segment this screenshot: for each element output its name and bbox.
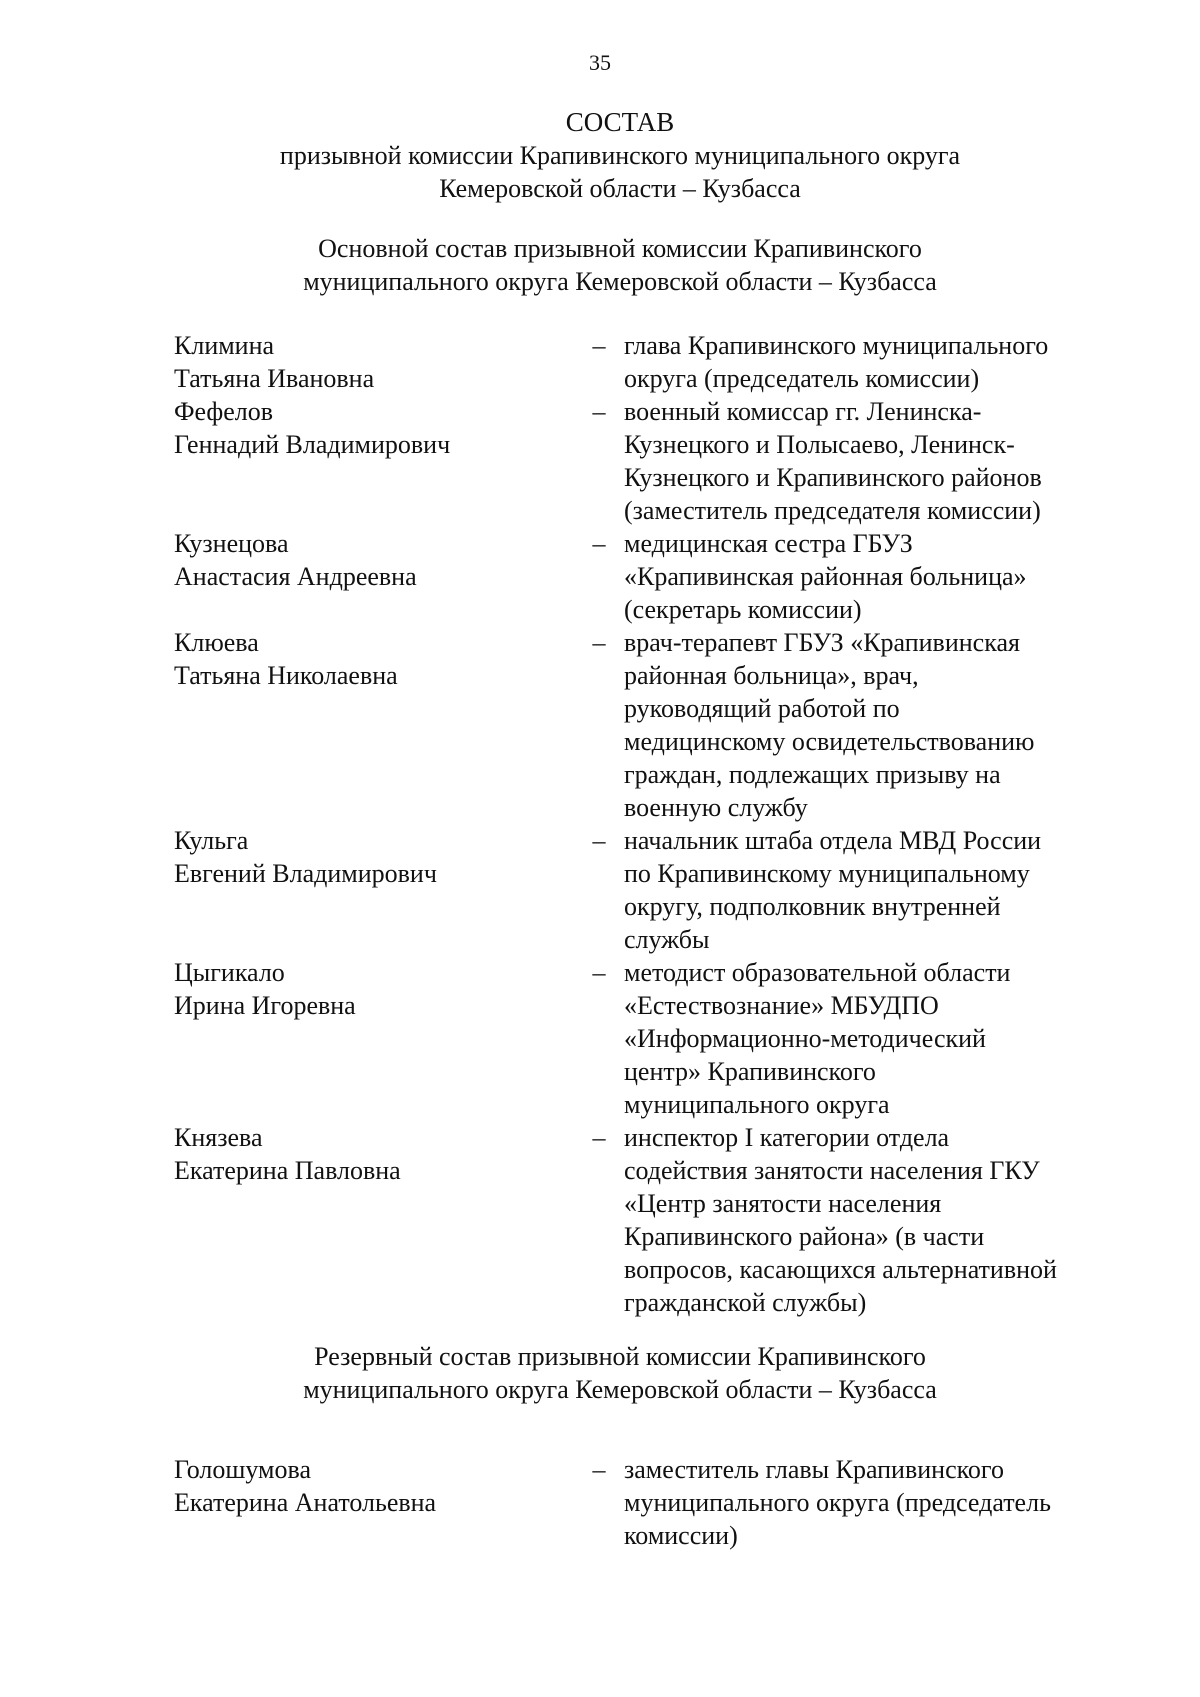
- member-surname: Цыгикало: [174, 958, 285, 987]
- member-name: [174, 395, 574, 527]
- member-given-names: Евгений Владимирович: [174, 859, 437, 888]
- page-number: 35: [589, 50, 611, 75]
- document-title: [180, 106, 1060, 205]
- dash-separator: –: [592, 529, 606, 558]
- role-line: врач-терапевт ГБУЗ «Крапивинская: [624, 628, 1020, 657]
- member-surname: Климина: [174, 331, 275, 360]
- role-line: районная больница», врач,: [624, 661, 919, 690]
- member-entry: [174, 527, 1104, 626]
- role-line: инспектор I категории отдела: [624, 1123, 950, 1152]
- role-line: службы: [624, 925, 710, 954]
- member-surname: Кузнецова: [174, 529, 289, 558]
- member-given-names: Ирина Игоревна: [174, 991, 356, 1020]
- role-line: Кузнецкого и Крапивинского районов: [624, 463, 1042, 492]
- role-line: содействия занятости населения ГКУ: [624, 1156, 1040, 1185]
- member-name: [174, 824, 574, 956]
- member-role: [624, 626, 1104, 824]
- role-line: начальник штаба отдела МВД России: [624, 826, 1042, 855]
- member-entry: [174, 824, 1104, 956]
- member-name: [174, 956, 574, 1121]
- role-line: по Крапивинскому муниципальному: [624, 859, 1030, 888]
- role-line: вопросов, касающихся альтернативной: [624, 1255, 1057, 1284]
- reserve-members-list: [174, 1453, 1104, 1552]
- role-line: (секретарь комиссии): [624, 595, 862, 624]
- member-entry: [174, 395, 1104, 527]
- member-role: [624, 824, 1104, 956]
- member-surname: Клюева: [174, 628, 259, 657]
- title-line-2: призывной комиссии Крапивинского муниципального округа: [279, 141, 961, 170]
- member-role: [624, 395, 1104, 527]
- role-line: медицинскому освидетельствованию: [624, 727, 1035, 756]
- member-entry: [174, 626, 1104, 824]
- member-given-names: Татьяна Николаевна: [174, 661, 398, 690]
- role-line: «Информационно-методический: [624, 1024, 986, 1053]
- role-line: военную службу: [624, 793, 808, 822]
- member-given-names: Татьяна Ивановна: [174, 364, 375, 393]
- member-role: [624, 956, 1104, 1121]
- main-section-heading: [180, 232, 1060, 298]
- dash-separator: –: [592, 826, 606, 855]
- main-members-list: [174, 329, 1104, 1319]
- title-line-1: СОСТАВ: [565, 107, 675, 137]
- role-line: граждан, подлежащих призыву на: [624, 760, 1001, 789]
- member-surname: Кульга: [174, 826, 249, 855]
- role-line: центр» Крапивинского: [624, 1057, 876, 1086]
- role-line: округа (председатель комиссии): [624, 364, 980, 393]
- reserve-heading-line-2: муниципального округа Кемеровской области – Кузбасса: [303, 1375, 937, 1404]
- reserve-section-heading: [180, 1340, 1060, 1406]
- dash-separator: –: [592, 331, 606, 360]
- role-line: (заместитель председателя комиссии): [624, 496, 1041, 525]
- role-line: «Естествознание» МБУДПО: [624, 991, 939, 1020]
- role-line: глава Крапивинского муниципального: [624, 331, 1049, 360]
- role-line: методист образовательной области: [624, 958, 1011, 987]
- role-line: руководящий работой по: [624, 694, 900, 723]
- member-name: [174, 1453, 574, 1552]
- role-line: муниципального округа: [624, 1090, 890, 1119]
- member-given-names: Анастасия Андреевна: [174, 562, 417, 591]
- member-given-names: Екатерина Павловна: [174, 1156, 401, 1185]
- role-line: комиссии): [624, 1521, 738, 1550]
- member-name: [174, 1121, 574, 1319]
- role-line: округу, подполковник внутренней: [624, 892, 1001, 921]
- role-line: «Крапивинская районная больница»: [624, 562, 1027, 591]
- member-entry: [174, 956, 1104, 1121]
- role-line: заместитель главы Крапивинского: [624, 1455, 1004, 1484]
- member-role: [624, 1453, 1104, 1552]
- reserve-heading-line-1: Резервный состав призывной комиссии Крапивинского: [314, 1342, 926, 1371]
- member-role: [624, 329, 1104, 395]
- role-line: гражданской службы): [624, 1288, 867, 1317]
- role-line: Кузнецкого и Полысаево, Ленинск-: [624, 430, 1015, 459]
- role-line: военный комиссар гг. Ленинска-: [624, 397, 982, 426]
- member-entry: [174, 1453, 1104, 1552]
- dash-separator: –: [592, 958, 606, 987]
- dash-separator: –: [592, 628, 606, 657]
- member-surname: Голошумова: [174, 1455, 311, 1484]
- dash-separator: –: [592, 1123, 606, 1152]
- member-entry: [174, 329, 1104, 395]
- role-line: Крапивинского района» (в части: [624, 1222, 985, 1251]
- member-role: [624, 527, 1104, 626]
- member-name: [174, 626, 574, 824]
- main-heading-line-1: Основной состав призывной комиссии Крапивинского: [318, 234, 922, 263]
- member-given-names: Геннадий Владимирович: [174, 430, 451, 459]
- dash-separator: –: [592, 1455, 606, 1484]
- title-line-3: Кемеровской области – Кузбасса: [439, 174, 801, 203]
- role-line: «Центр занятости населения: [624, 1189, 942, 1218]
- member-entry: [174, 1121, 1104, 1319]
- member-surname: Князева: [174, 1123, 263, 1152]
- member-surname: Фефелов: [174, 397, 274, 426]
- dash-separator: –: [592, 397, 606, 426]
- member-name: [174, 527, 574, 626]
- member-name: [174, 329, 574, 395]
- role-line: муниципального округа (председатель: [624, 1488, 1051, 1517]
- main-heading-line-2: муниципального округа Кемеровской области – Кузбасса: [303, 267, 937, 296]
- role-line: медицинская сестра ГБУЗ: [624, 529, 913, 558]
- member-given-names: Екатерина Анатольевна: [174, 1488, 437, 1517]
- member-role: [624, 1121, 1104, 1319]
